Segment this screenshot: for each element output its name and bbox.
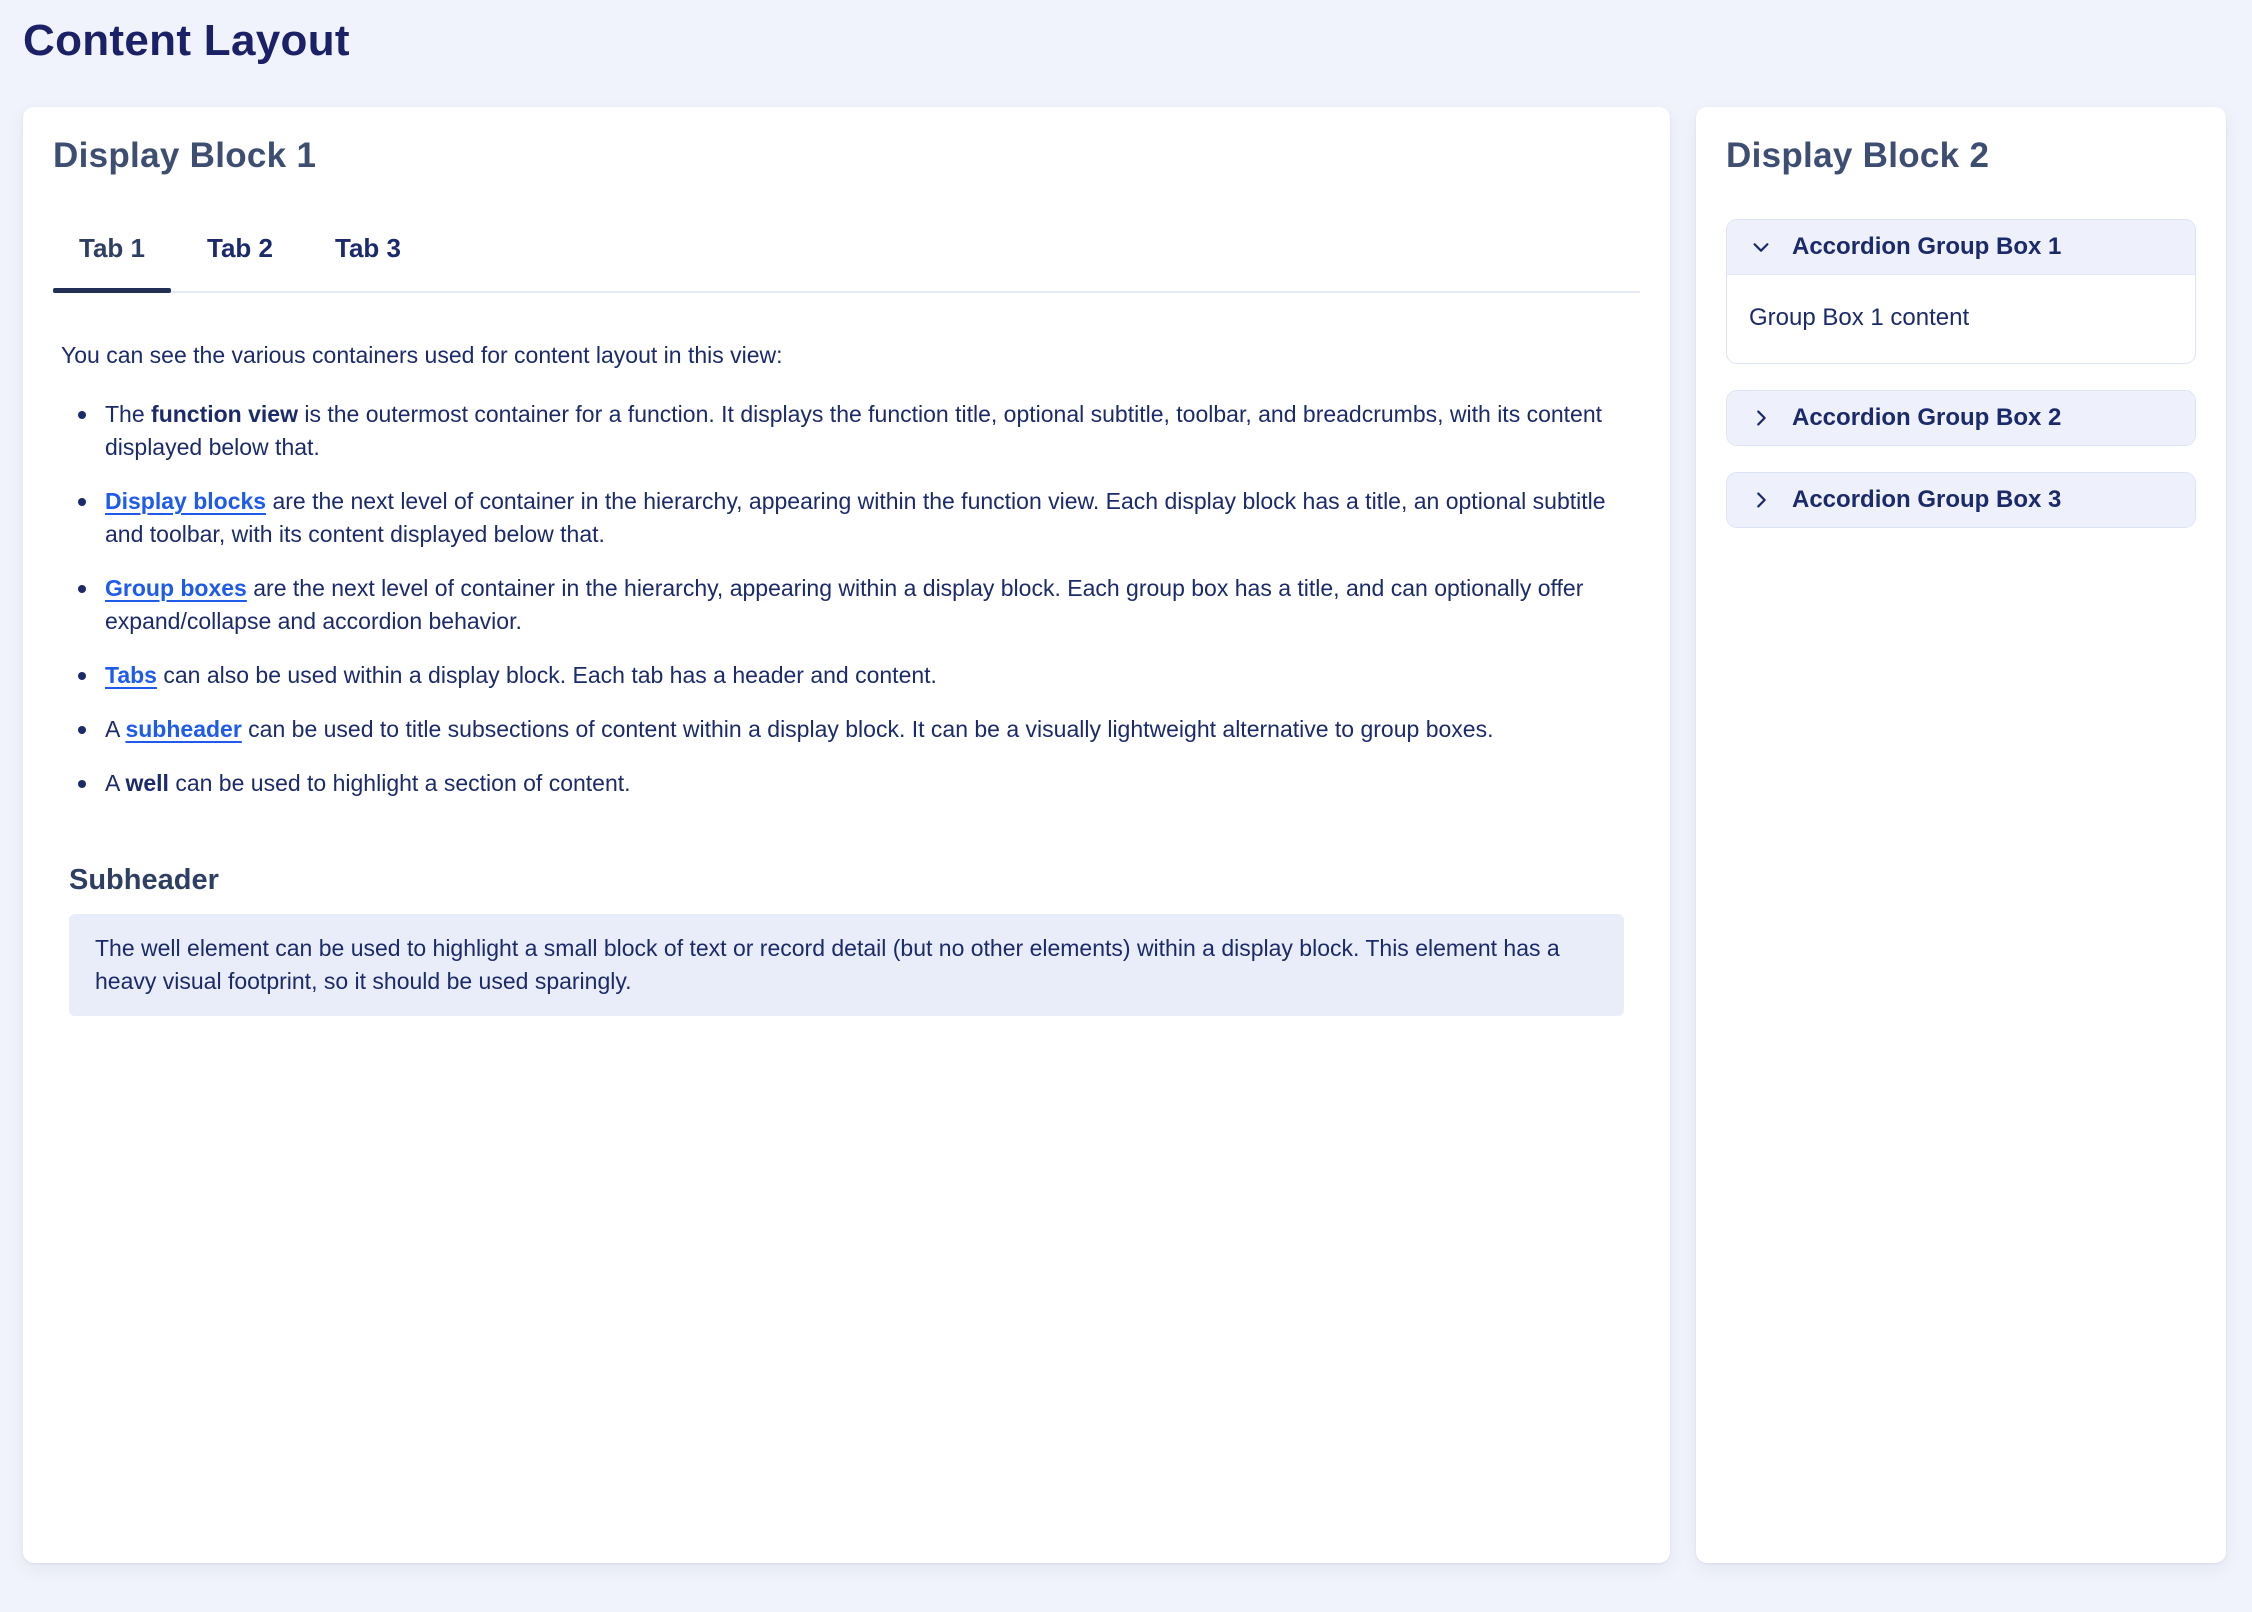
container-bullet-list [61,398,1632,800]
chevron-down-icon [1749,235,1773,259]
page-title: Content Layout [23,16,350,65]
body-text: The [105,401,152,428]
display-blocks-link[interactable]: Display blocks [105,488,267,515]
tabs-link[interactable]: Tabs [105,662,157,689]
display-block-2 [1696,107,2226,1563]
group-boxes-link[interactable]: Group boxes [105,575,247,602]
accordion-header-accordion-group-box-1[interactable] [1727,220,2195,274]
body-text: is the outermost container for a function. It displays the function title, optional subtitle, toolbar, and breadcrumbs, with its content displayed below that. [105,401,1603,461]
intro-text: You can see the various containers used for content layout in this view: [61,342,783,369]
tab-tab-1[interactable]: Tab 1 [53,227,171,291]
body-text: A [105,716,126,743]
body-text: can be used to highlight a section of content. [168,770,631,797]
emphasis-text: well [125,770,169,797]
tab-1-content [61,339,1632,1016]
well: The well element can be used to highlight a small block of text or record detail (but no other elements) within a display block. This element has a heavy visual footprint, so it should be used sparingly. [69,914,1624,1016]
tab-tab-3[interactable]: Tab 3 [335,233,401,264]
subheader-link[interactable]: subheader [125,716,242,743]
display-block-2-title: Display Block 2 [1726,135,1990,175]
list-item [105,767,1612,800]
body-text: are the next level of container in the hierarchy, appearing within the function view. Each display block has a title, an optional subtitle and toolbar, with its content displayed below that. [105,488,1606,548]
list-item [105,659,1612,692]
list-item [105,713,1612,746]
list-item [105,572,1612,638]
list-item [105,485,1612,551]
tab-tab-2[interactable]: Tab 2 [207,233,273,264]
accordion-accordion-group-box-3 [1726,472,2196,528]
tab-bar [53,227,1640,293]
content-area [0,107,2252,1563]
emphasis-text: function view [151,401,298,428]
accordion-accordion-group-box-2 [1726,390,2196,446]
accordion-header-accordion-group-box-2[interactable] [1727,391,2195,445]
accordion-group [1726,219,2196,528]
accordion-accordion-group-box-1 [1726,219,2196,364]
accordion-label: Accordion Group Box 1 [1792,233,2062,261]
chevron-right-icon [1749,406,1773,430]
group-box-content: Group Box 1 content [1727,274,2195,363]
accordion-label: Accordion Group Box 2 [1792,404,2062,432]
chevron-right-icon [1749,488,1773,512]
body-text: can be used to title subsections of content within a display block. It can be a visually lightweight alternative to group boxes. [241,716,1494,743]
body-text: A [105,770,126,797]
accordion-label: Accordion Group Box 3 [1792,486,2062,514]
body-text: can also be used within a display block. Each tab has a header and content. [156,662,937,689]
subheader-title: Subheader [69,864,219,897]
body-text: are the next level of container in the hierarchy, appearing within a display block. Each group box has a title, and can optionally offer expand/collapse and accordion behavior. [105,575,1584,635]
display-block-1 [23,107,1670,1563]
display-block-1-title: Display Block 1 [53,135,317,175]
list-item [105,398,1612,464]
accordion-header-accordion-group-box-3[interactable] [1727,473,2195,527]
